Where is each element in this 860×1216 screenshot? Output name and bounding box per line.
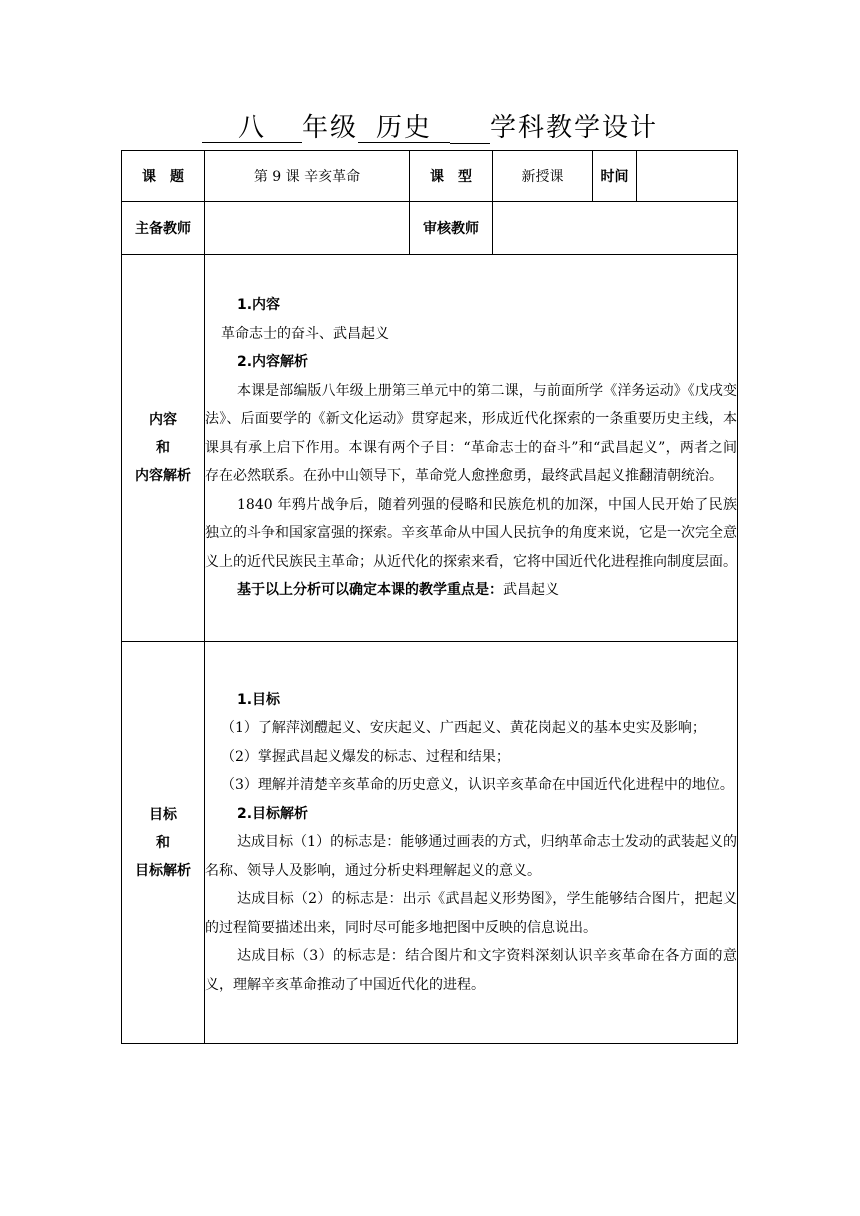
content-text: 革命志士的奋斗、武昌起义 — [221, 325, 389, 342]
content-row — [122, 255, 738, 642]
document-title — [0, 112, 860, 144]
content-section-label — [122, 255, 205, 642]
content-heading-1: 1.内容 — [237, 297, 281, 314]
subject-underline-gap — [450, 115, 490, 144]
topic-value: 第 9 课 辛亥革命 — [205, 151, 410, 202]
type-value: 新授课 — [493, 151, 593, 202]
content-label-line3: 内容解析 — [135, 468, 191, 484]
header-row-topic — [122, 151, 738, 202]
goal-heading-2: 2.目标解析 — [237, 805, 309, 822]
content-label-line1: 内容 — [149, 412, 177, 428]
content-analysis-para1: 本课是部编版八年级上册第三单元中的第二课，与前面所学《洋务运动》《戊戌变法》、后面要学的《新文化运动》贯穿起来，形成近代化探索的一条重要历史主线，本课具有承上启下作用。本课有两个子目：“革命志士的奋斗”和“武昌起义”，两者之间存在必然联系。在孙中山领导下，革命党人愈挫愈勇，最终武昌起义推翻清朝统治。 — [205, 382, 737, 485]
main-teacher-value — [205, 202, 410, 255]
goal-label-line1: 目标 — [149, 806, 177, 823]
lesson-plan-table — [121, 150, 738, 1044]
grade-value: 八 — [202, 114, 302, 143]
title-suffix: 学科教学设计 — [490, 113, 659, 143]
goal-label-line3: 目标解析 — [135, 862, 191, 879]
grade-suffix: 年级 — [301, 113, 358, 143]
goal-item-2: （2）掌握武昌起义爆发的标志、过程和结果； — [221, 748, 510, 765]
content-analysis-para2: 1840 年鸦片战争后，随着列强的侵略和民族危机的加深，中国人民开始了民族独立的斗争和国家富强的探索。辛亥革命从中国人民抗争的角度来说，它是一次完全意义上的近代民族民主革命；从近代化的探索来看，它将中国近代化进程推向制度层面。 — [205, 496, 737, 570]
goal-label-line2: 和 — [156, 834, 170, 851]
content-label-line2: 和 — [156, 440, 170, 456]
time-value — [637, 151, 738, 202]
type-label: 课 型 — [410, 151, 493, 202]
goal-analysis-2: 达成目标（2）的标志是：出示《武昌起义形势图》，学生能够结合图片，把起义的过程简要描述出来，同时尽可能多地把图中反映的信息说出。 — [205, 891, 737, 936]
goal-analysis-3: 达成目标（3）的标志是：结合图片和文字资料深刻认识辛亥革命在各方面的意义，理解辛亥革命推动了中国近代化的进程。 — [205, 948, 737, 993]
key-point-label: 基于以上分析可以确定本课的教学重点是： — [237, 582, 503, 599]
key-point — [205, 576, 737, 605]
time-label: 时间 — [593, 151, 637, 202]
goal-analysis-1: 达成目标（1）的标志是：能够通过画表的方式，归纳革命志士发动的武装起义的名称、领导人及影响，通过分析史料理解起义的意义。 — [205, 834, 737, 879]
review-teacher-label: 审核教师 — [410, 202, 493, 255]
content-section-body — [205, 255, 738, 642]
goal-section-body — [205, 642, 738, 1044]
goal-item-1: （1）了解萍浏醴起义、安庆起义、广西起义、黄花岗起义的基本史实及影响； — [221, 720, 706, 737]
goal-heading-1: 1.目标 — [237, 691, 281, 708]
goal-section-label — [122, 642, 205, 1044]
goal-item-3: （3）理解并清楚辛亥革命的历史意义，认识辛亥革命在中国近代化进程中的地位。 — [221, 777, 734, 794]
header-row-teachers — [122, 202, 738, 255]
review-teacher-value — [493, 202, 738, 255]
goal-row — [122, 642, 738, 1044]
subject-value: 历史 — [358, 114, 450, 143]
content-heading-2: 2.内容解析 — [237, 354, 309, 371]
key-point-value: 武昌起义 — [503, 582, 559, 599]
main-teacher-label: 主备教师 — [122, 202, 205, 255]
topic-label: 课 题 — [122, 151, 205, 202]
